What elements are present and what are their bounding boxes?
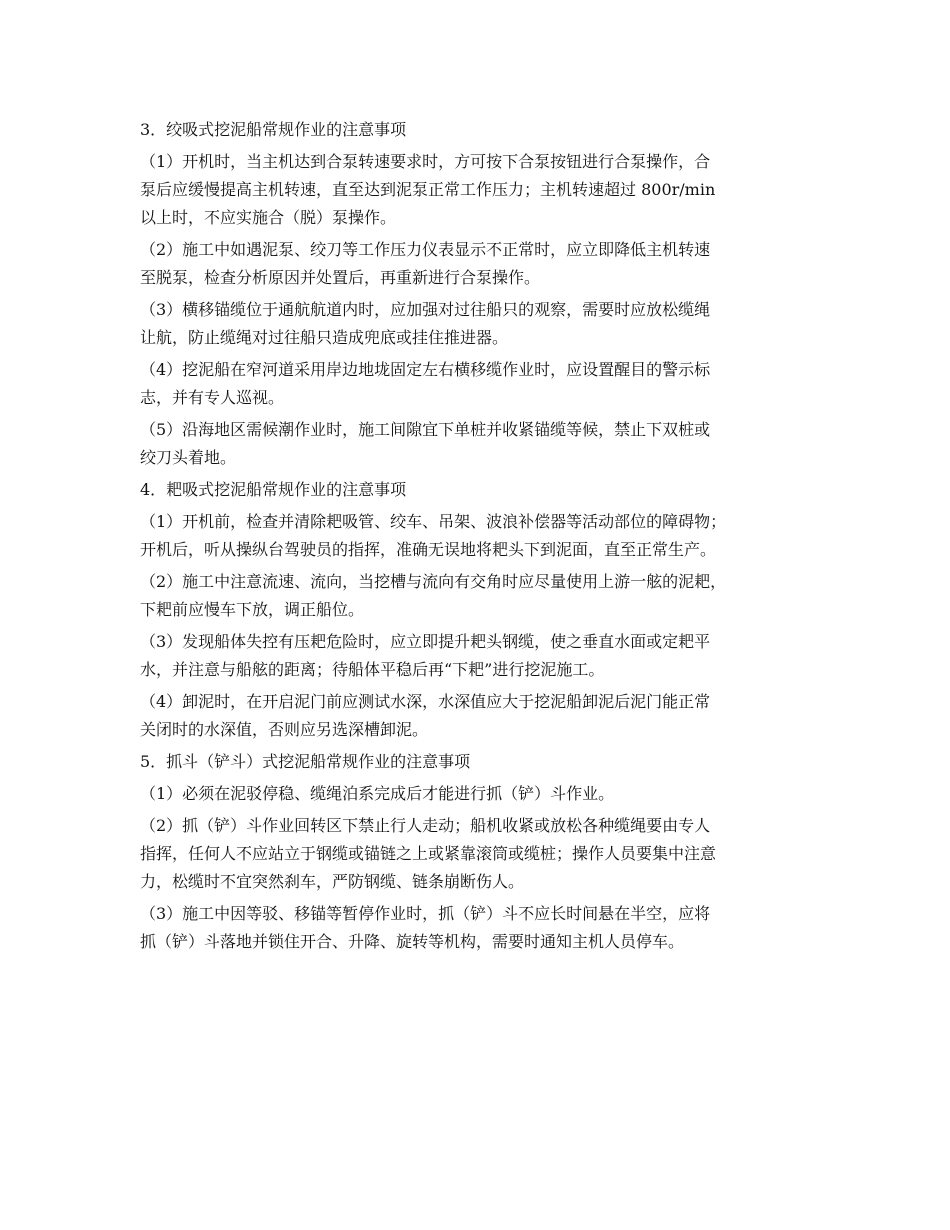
- text-line: （4）卸泥时，在开启泥门前应测试水深，水深值应大于挖泥船卸泥后泥门能正常: [140, 692, 711, 711]
- document-body: [140, 116, 820, 956]
- text-line: （1）必须在泥驳停稳、缆绳泊系完成后才能进行抓（铲）斗作业。: [140, 784, 615, 803]
- text-line: 力，松缆时不宜突然刹车，严防钢缆、链条崩断伤人。: [140, 872, 525, 891]
- section-heading: [140, 116, 820, 144]
- paragraph: [140, 780, 820, 808]
- text-line: 开机后，听从操纵台驾驶员的指挥，准确无误地将耙头下到泥面，直至正常生产。: [140, 540, 717, 559]
- heading-line: 4．耙吸式挖泥船常规作业的注意事项: [140, 480, 407, 499]
- text-line: （4）挖泥船在窄河道采用岸边地垅固定左右横移缆作业时，应设置醒目的警示标: [140, 360, 711, 379]
- text-line: （2）施工中如遇泥泵、绞刀等工作压力仪表显示不正常时，应立即降低主机转速: [140, 240, 711, 259]
- paragraph: [140, 628, 820, 684]
- section-heading: [140, 476, 820, 504]
- text-line: （5）沿海地区需候潮作业时，施工间隙宜下单桩并收紧锚缆等候，禁止下双桩或: [140, 420, 711, 439]
- paragraph: [140, 812, 820, 896]
- text-line: （3）施工中因等驳、移锚等暂停作业时，抓（铲）斗不应长时间悬在半空，应将: [140, 904, 711, 923]
- paragraph: [140, 148, 820, 232]
- paragraph: [140, 900, 820, 956]
- paragraph: [140, 416, 820, 472]
- text-line: 关闭时的水深值，否则应另选深槽卸泥。: [140, 720, 429, 739]
- paragraph: [140, 356, 820, 412]
- text-line: （2）抓（铲）斗作业回转区下禁止行人走动；船机收紧或放松各种缆绳要由专人: [140, 816, 711, 835]
- paragraph: [140, 296, 820, 352]
- text-line: 志，并有专人巡视。: [140, 388, 285, 407]
- paragraph: [140, 688, 820, 744]
- text-line: 至脱泵，检查分析原因并处置后，再重新进行合泵操作。: [140, 268, 541, 287]
- text-line: （3）发现船体失控有压耙危险时，应立即提升耙头钢缆，使之垂直水面或定耙平: [140, 632, 711, 651]
- paragraph: [140, 236, 820, 292]
- text-line: 泵后应缓慢提高主机转速，直至达到泥泵正常工作压力；主机转速超过 800r/min: [140, 180, 716, 199]
- paragraph: [140, 508, 820, 564]
- text-line: 指挥，任何人不应站立于钢缆或锚链之上或紧靠滚筒或缆桩；操作人员要集中注意: [140, 844, 717, 863]
- section-heading: [140, 748, 820, 776]
- text-line: （3）横移锚缆位于通航航道内时，应加强对过往船只的观察，需要时应放松缆绳: [140, 300, 711, 319]
- text-line: 让航，防止缆绳对过往船只造成兜底或挂住推进器。: [140, 328, 509, 347]
- text-line: 水，并注意与船舷的距离；待船体平稳后再“下耙”进行挖泥施工。: [140, 660, 605, 679]
- text-line: （1）开机时，当主机达到合泵转速要求时，方可按下合泵按钮进行合泵操作，合: [140, 152, 711, 171]
- text-line: 下耙前应慢车下放，调正船位。: [140, 600, 365, 619]
- text-line: 抓（铲）斗落地并锁住开合、升降、旋转等机构，需要时通知主机人员停车。: [140, 932, 685, 951]
- heading-line: 3．绞吸式挖泥船常规作业的注意事项: [140, 120, 407, 139]
- paragraph: [140, 568, 820, 624]
- text-line: 以上时，不应实施合（脱）泵操作。: [140, 208, 397, 227]
- text-line: 绞刀头着地。: [140, 448, 237, 467]
- text-line: （1）开机前，检查并清除耙吸管、绞车、吊架、波浪补偿器等活动部位的障碍物；: [140, 512, 727, 531]
- heading-line: 5．抓斗（铲斗）式挖泥船常规作业的注意事项: [140, 752, 471, 771]
- text-line: （2）施工中注意流速、流向，当挖槽与流向有交角时应尽量使用上游一舷的泥耙，: [140, 572, 727, 591]
